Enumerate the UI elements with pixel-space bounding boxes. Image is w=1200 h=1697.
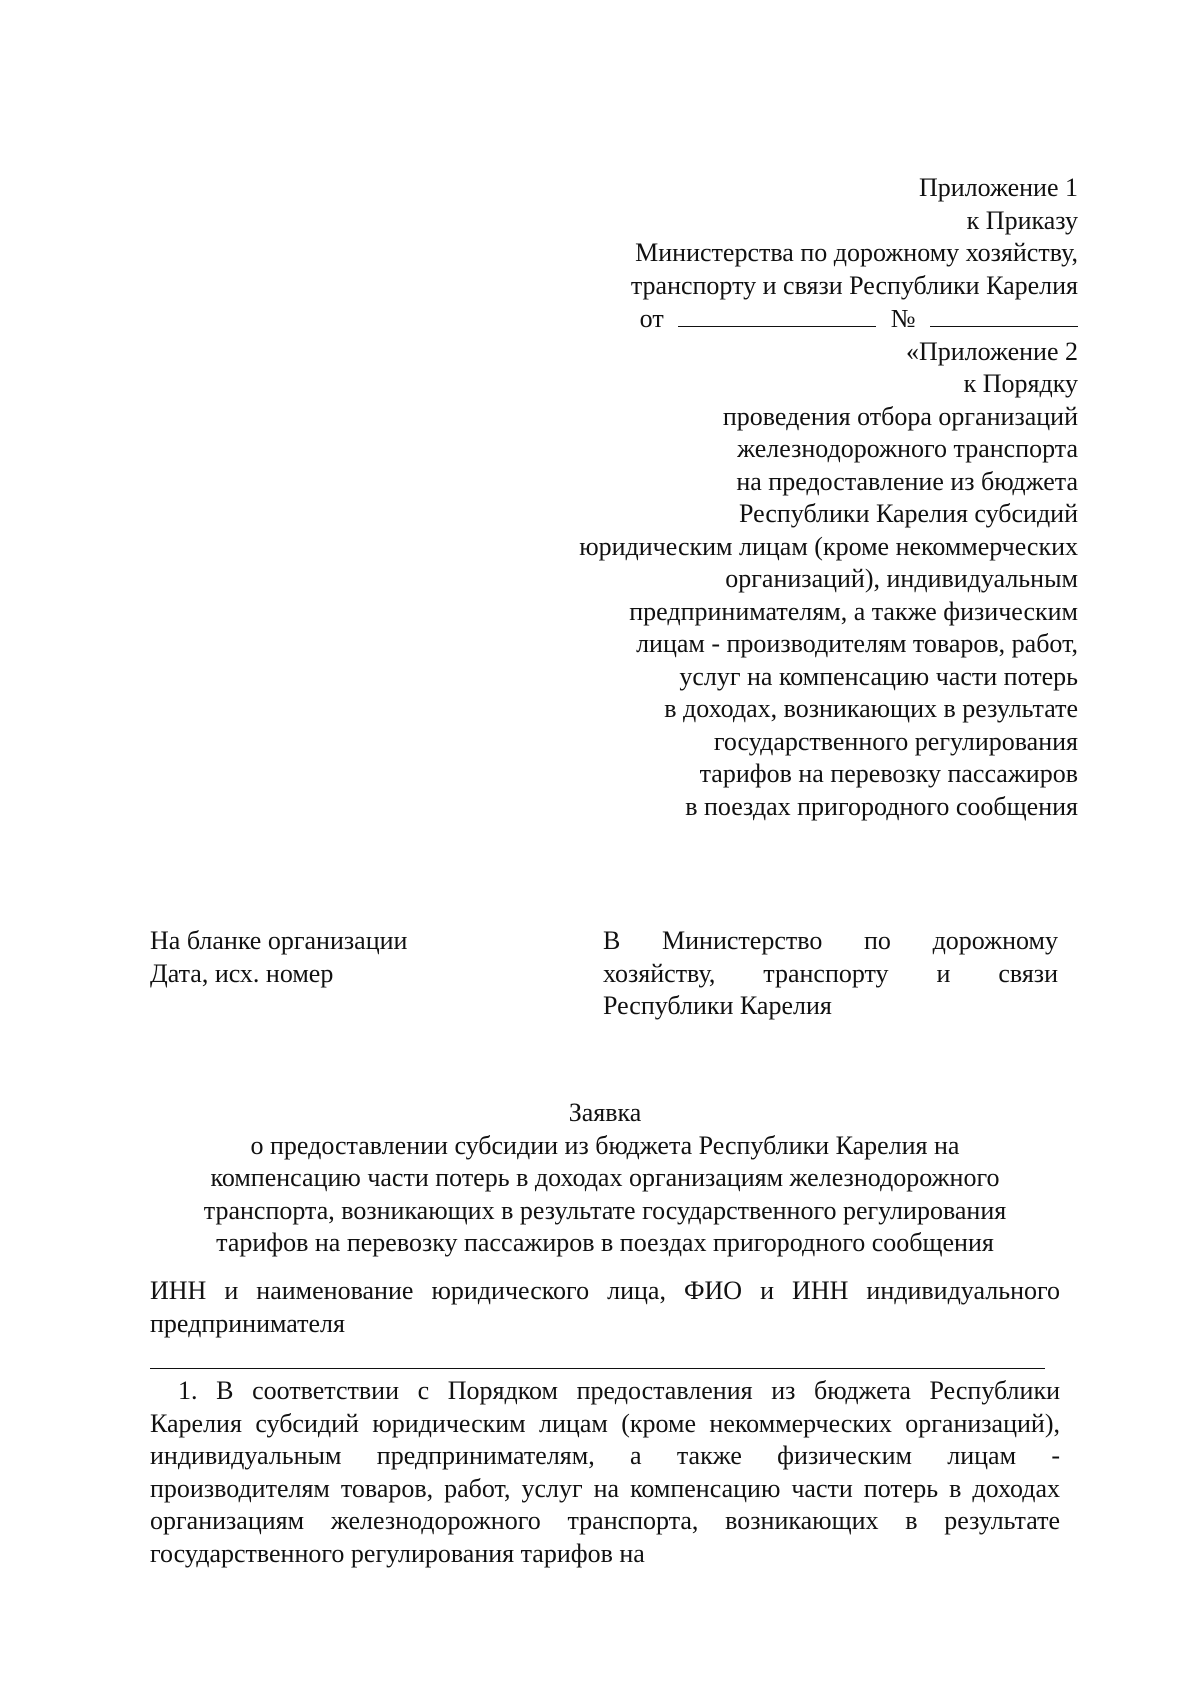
appendix-line: Министерства по дорожному хозяйству, [635,238,1078,267]
number-blank [930,302,1078,327]
appendix-line: на предоставление из бюджета [736,466,1078,496]
order-date-number-line [579,302,1078,336]
applicant-blank-line [150,1368,1045,1369]
number-label: № [890,304,916,333]
appendix-line: к Порядку [963,369,1078,398]
appendix-line: государственного регулирования [713,726,1078,756]
date-blank [678,302,876,327]
title-heading: Заявка [568,1098,642,1127]
appendix-line: юридическим лицам (кроме некоммерческих [579,531,1078,561]
recipient-line: В Министерство по дорожному [603,926,1058,955]
appendix-line: Приложение 1 [918,173,1078,202]
date-label: от [639,304,664,333]
appendix-line: предпринимателям, а также физическим [629,596,1078,626]
recipient-line: хозяйству, транспорту и связи [603,958,1058,988]
appendix-line: услуг на компенсацию части потерь [679,661,1078,691]
sender-letterhead: На бланке организации [150,926,408,955]
appendix-line: «Приложение 2 [905,336,1078,366]
title-line: компенсацию части потерь в доходах организациям железнодорожного [210,1163,1000,1192]
document-title [150,1097,1060,1260]
sender-block [150,925,407,990]
appendix-line: проведения отбора организаций [722,401,1078,431]
sender-date-number: Дата, исх. номер [150,958,334,988]
title-line: о предоставлении субсидии из бюджета Республики Карелия на [250,1130,960,1160]
appendix-line: лицам - производителям товаров, работ, [636,629,1078,658]
title-line: транспорта, возникающих в результате государственного регулирования [203,1195,1007,1225]
recipient-block [603,925,1058,1023]
appendix-line: железнодорожного транспорта [737,434,1078,463]
appendix-line: в доходах, возникающих в результате [664,694,1078,723]
appendix-line: к Приказу [966,205,1078,235]
paragraph-1: 1. В соответствии с Порядком предоставления из бюджета Республики Карелия субсидий юридическим лицам (кроме некоммерческих организаций), индивидуальным предпринимателям, а также физическим лицам - производителям товаров, работ, услуг на компенсацию части потерь в доходах организациям железнодорожного транспорта, возникающих в результате государственного регулирования тарифов на [150,1376,1060,1568]
appendix-header [579,172,1078,823]
appendix-line: транспорту и связи Республики Карелия [630,270,1078,300]
appendix-line: Республики Карелия субсидий [739,499,1078,528]
recipient-line: Республики Карелия [603,991,832,1020]
appendix-line: организаций), индивидуальным [725,564,1078,593]
appendix-line: тарифов на перевозку пассажиров [699,759,1078,788]
appendix-line: в поездах пригородного сообщения [685,791,1078,821]
applicant-label: ИНН и наименование юридического лица, ФИО и ИНН индивидуального предпринимателя [150,1276,1060,1338]
title-line: тарифов на перевозку пассажиров в поездах пригородного сообщения [216,1228,994,1257]
